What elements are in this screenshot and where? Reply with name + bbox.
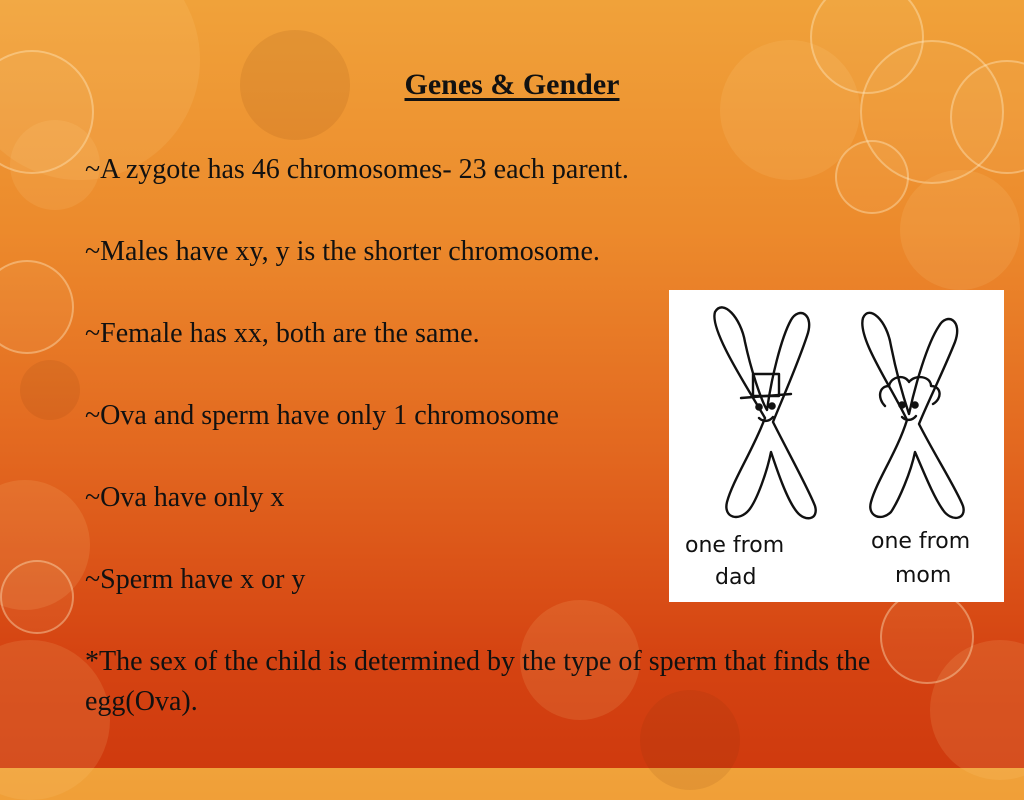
bullet-item: ~Female has xx, both are the same. bbox=[85, 318, 480, 349]
chromosome-illustration bbox=[669, 290, 1004, 602]
bullet-item: ~A zygote has 46 chromosomes- 23 each parent. bbox=[85, 154, 629, 185]
mom-chromosome bbox=[862, 313, 963, 518]
slide-title: Genes & Gender bbox=[404, 68, 620, 101]
mom-caption-line2: mom bbox=[895, 563, 952, 588]
bullet-item: ~Ova have only x bbox=[85, 482, 285, 513]
bullet-item: ~Males have xy, y is the shorter chromosome. bbox=[85, 236, 600, 267]
background-bokeh bbox=[0, 260, 74, 354]
bullet-item: ~Sperm have x or y bbox=[85, 564, 306, 595]
mom-caption-line1: one from bbox=[871, 529, 971, 554]
dad-chromosome bbox=[714, 307, 815, 518]
note-text: *The sex of the child is determined by the type of sperm that finds the egg(Ova). bbox=[85, 646, 871, 717]
hair-icon bbox=[880, 377, 940, 406]
bullet-item: ~Ova and sperm have only 1 chromosome bbox=[85, 400, 559, 431]
background-bokeh bbox=[20, 360, 80, 420]
chromosome-drawing bbox=[669, 290, 1004, 602]
background-bokeh bbox=[0, 480, 90, 610]
dad-caption-line2: dad bbox=[715, 565, 757, 590]
background-bokeh bbox=[0, 560, 74, 634]
dad-caption-line1: one from bbox=[685, 533, 785, 558]
